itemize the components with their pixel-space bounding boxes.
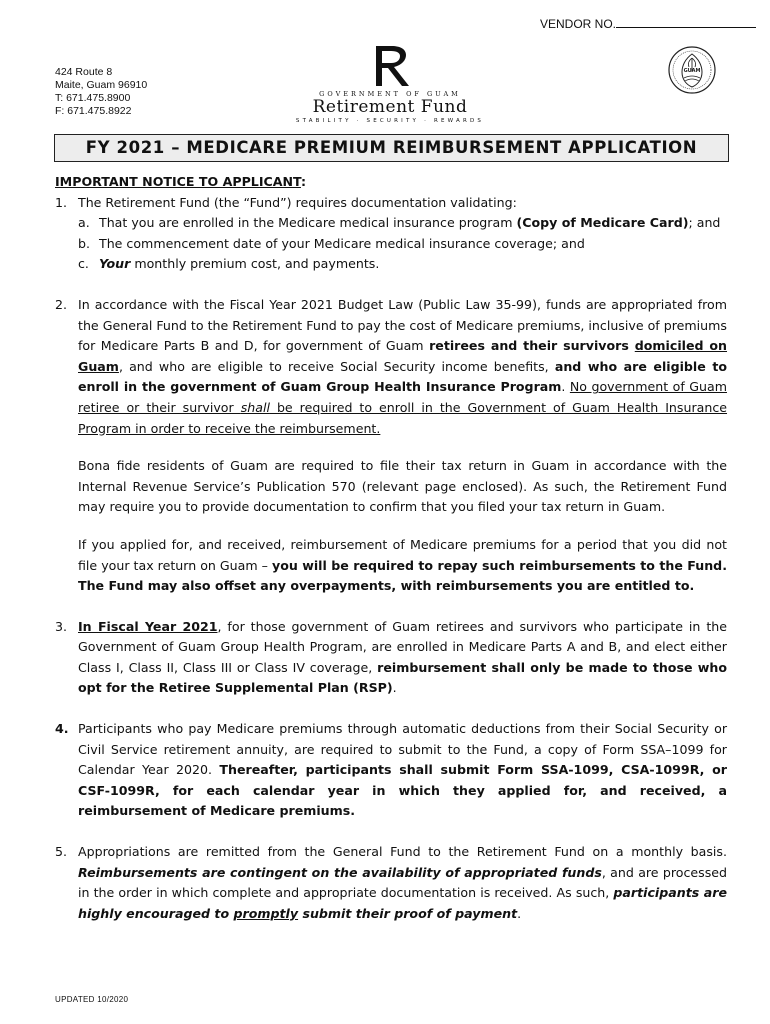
item-2-underline-2: be required to enroll in the Government of Guam Health Insurance Program in order to receive the reimbursement.: [78, 399, 728, 436]
notice-item-2: [55, 295, 727, 439]
address-city: Maite, Guam 96910: [55, 79, 148, 91]
retirement-fund-logo: [290, 44, 490, 128]
seal-text: GUAM: [683, 68, 701, 74]
subitem-letter: a.: [78, 215, 90, 231]
item-2-underline-shall: shall: [240, 399, 270, 415]
item-3-bold: reimbursement shall only be made to those who opt for the Retiree Supplemental Plan (RSP): [78, 659, 727, 696]
subitem-a-text-end: ; and: [688, 215, 721, 231]
item-2-underline-1: No government of Guam retiree or their survivor: [78, 379, 727, 415]
subitem-a-text: That you are enrolled in the Medicare medical insurance program: [99, 215, 517, 231]
notice-content: [55, 172, 727, 924]
address-street: 424 Route 8: [55, 66, 113, 78]
item-2-text-2: , and who are eligible to receive Social Security income benefits,: [118, 358, 555, 374]
item-number: 5.: [55, 844, 68, 860]
notice-item-3: [55, 617, 727, 699]
item-5-text-2: , and are processed in the order in which complete and appropriate documentation is received. As such,: [78, 864, 728, 901]
notice-colon: :: [300, 174, 306, 189]
item-5-bold-italic-1: Reimbursements are contingent on the availability of appropriated funds: [78, 864, 602, 880]
notice-item-4: [55, 719, 727, 822]
subitem-c-text: monthly premium cost, and payments.: [130, 256, 380, 272]
subitem-c-emphasis: Your: [99, 256, 131, 272]
subitem-letter: b.: [78, 235, 90, 251]
guam-seal-icon: [667, 42, 717, 98]
item-2-repay-bold: you will be required to repay such reimbursements to the Fund. The Fund may also offset any overpayments, with reimbursements you are entitled to.: [78, 557, 727, 594]
address-phone: T: 671.475.8900: [55, 92, 131, 104]
item-2-text: In accordance with the Fiscal Year 2021 Budget Law (Public Law 35-99), funds are appropriated from the General Fund to the Retirement Fund to pay the cost of Medicare premiums, inclusive of premiums for Medicare Parts B and D, for government of Guam: [78, 296, 727, 354]
item-4-text: Participants who pay Medicare premiums through automatic deductions from their Social Security or Civil Service retirement annuity, are required to submit to the Fund, a copy of Form SSA–1099 for Calendar Year 2020.: [78, 721, 727, 778]
logo-tagline: STABILITY · SECURITY · REWARDS: [295, 118, 485, 124]
item-2-repay-paragraph: [55, 535, 727, 597]
address-block: [55, 66, 147, 118]
notice-subitem-a: [55, 213, 727, 234]
item-5-text-end: .: [517, 905, 522, 921]
subitem-letter: c.: [78, 256, 89, 272]
item-3-text-end: .: [392, 680, 397, 696]
address-fax: F: 671.475.8922: [55, 105, 132, 117]
form-title: FY 2021 – MEDICARE PREMIUM REIMBURSEMENT APPLICATION: [85, 138, 698, 157]
item-4-bold: Thereafter, participants shall submit Form SSA-1099, CSA-1099R, or CSF-1099R, for each calendar year in which they applied for, and received, a reimbursement of Medicare premiums.: [78, 762, 727, 819]
item-5-text: Appropriations are remitted from the General Fund to the Retirement Fund on a monthly basis.: [78, 844, 727, 860]
item-number: 1.: [55, 194, 68, 210]
vendor-number-label: VENDOR NO.: [539, 17, 616, 31]
item-2-bold-domiciled: domiciled on Guam: [78, 338, 728, 374]
item-2-text-3: .: [561, 379, 570, 395]
logo-r-mark-icon: [368, 44, 412, 88]
item-5-bold-italic-3: submit their proof of payment: [298, 905, 518, 921]
item-2-residents-paragraph: Bona fide residents of Guam are required to file their tax return in Guam in accordance with the Internal Revenue Service’s Publication 570 (relevant page enclosed). As such, the Retirement Fund may require you to provide documentation to confirm that you filed your tax return in Guam.: [78, 458, 727, 515]
logo-fund-name: Retirement Fund: [312, 97, 468, 117]
item-number: 2.: [55, 296, 68, 312]
item-2-bold-survivors: retirees and their survivors: [429, 338, 635, 354]
notice-subitem-b: [55, 234, 727, 255]
form-title-box: [54, 134, 729, 162]
item-number: 3.: [55, 618, 68, 634]
item-5-promptly: promptly: [233, 905, 299, 921]
logo-government-line: GOVERNMENT OF GUAM: [319, 90, 461, 98]
subitem-b-text: The commencement date of your Medicare medical insurance coverage; and: [99, 235, 585, 251]
item-3-text: , for those government of Guam retirees and survivors who participate in the Government of Guam Group Health Program, are enrolled in Medicare Parts A and B, and elect either Class I, Class II, Class III or Class IV coverage,: [78, 618, 727, 675]
item-number: 4.: [55, 721, 69, 737]
vendor-number-blank[interactable]: [616, 16, 756, 28]
important-notice-label: IMPORTANT NOTICE TO APPLICANT: [55, 174, 301, 189]
item-2-repay-text: If you applied for, and received, reimbursement of Medicare premiums for a period that you did not file your tax return on Guam –: [78, 536, 727, 573]
notice-item-5: [55, 842, 727, 924]
notice-item-1: [55, 193, 727, 214]
notice-subitem-c: [55, 254, 727, 275]
item-1-text: The Retirement Fund (the “Fund”) requires documentation validating:: [78, 194, 517, 210]
important-notice-heading: [55, 172, 727, 193]
item-5-bold-italic-2: participants are highly encouraged to: [78, 885, 727, 921]
subitem-a-bold: (Copy of Medicare Card): [516, 215, 689, 231]
item-3-fiscal-year: In Fiscal Year 2021: [78, 618, 218, 634]
vendor-number-field: [540, 16, 756, 31]
item-2-bold-eligible: and who are eligible to enroll in the government of Guam Group Health Insurance Program: [78, 358, 727, 395]
updated-date: UPDATED 10/2020: [55, 995, 129, 1004]
